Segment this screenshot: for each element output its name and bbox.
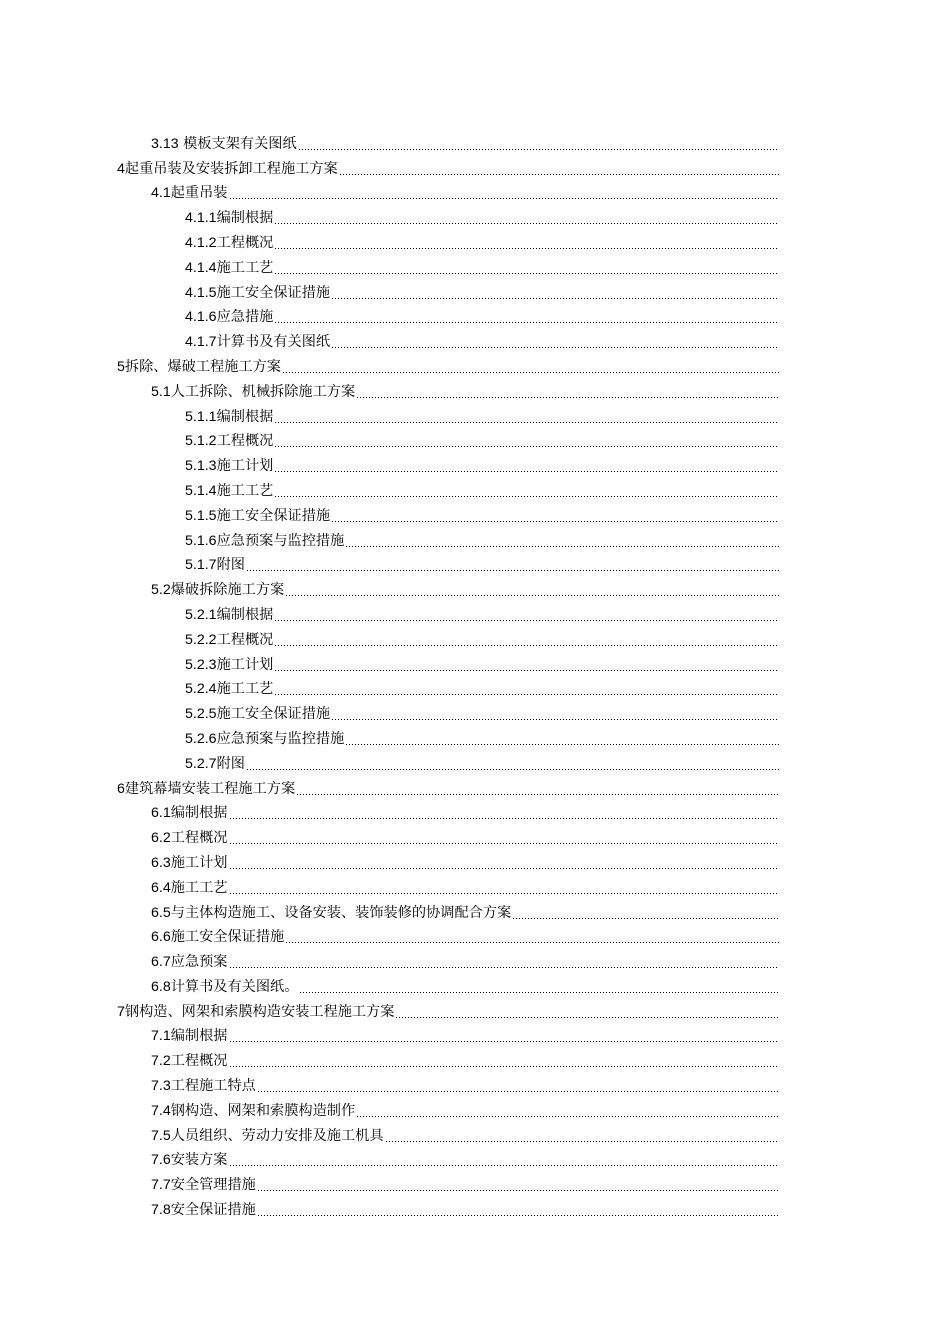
toc-entry-title: 起重吊装 — [170, 185, 228, 202]
toc-entry-title: 施工计划 — [170, 854, 228, 871]
toc-entry[interactable] — [185, 450, 779, 475]
toc-entry-number: 5.2.1 — [185, 606, 217, 623]
toc-entry-text — [185, 432, 274, 450]
toc-leader-dots — [229, 804, 780, 822]
toc-entry-number: 5.1.1 — [185, 408, 217, 425]
toc-leader-dots — [356, 383, 779, 401]
toc-entry[interactable] — [151, 872, 779, 897]
toc-leader-dots — [229, 829, 780, 847]
toc-entry[interactable] — [117, 351, 779, 376]
toc-entry-number: 7.1 — [151, 1028, 171, 1045]
toc-entry-title: 编制根据 — [216, 210, 274, 227]
toc-entry-text — [151, 829, 229, 847]
toc-entry-title: 计算书及有关图纸 — [216, 334, 331, 351]
toc-entry-number: 5.1 — [151, 383, 171, 400]
toc-entry-title: 工程概况 — [170, 830, 228, 847]
toc-entry[interactable] — [151, 822, 779, 847]
toc-entry-title: 附图 — [216, 557, 245, 574]
toc-entry[interactable] — [151, 178, 779, 203]
toc-entry-text — [185, 656, 274, 674]
toc-entry-number: 7.8 — [151, 1202, 171, 1219]
toc-entry-title: 施工工艺 — [170, 879, 228, 896]
toc-entry-text — [151, 1201, 257, 1219]
toc-entry-title: 应急预案 — [170, 954, 228, 971]
toc-entry-title: 施工工艺 — [216, 259, 274, 276]
toc-entry-title: 工程施工特点 — [170, 1078, 256, 1095]
toc-entry-title: 拆除、爆破工程施工方案 — [124, 358, 281, 375]
toc-entry-number: 6.2 — [151, 830, 171, 847]
toc-leader-dots — [274, 482, 779, 500]
toc-entry-number: 5.1.6 — [185, 532, 217, 549]
toc-entry-number: 4.1.6 — [185, 309, 217, 326]
toc-entry[interactable] — [151, 1070, 779, 1095]
toc-leader-dots — [274, 432, 779, 450]
toc-leader-dots — [229, 879, 780, 897]
toc-leader-dots — [296, 780, 779, 798]
toc-entry-number: 5.2.7 — [185, 755, 217, 772]
toc-entry-number: 7 — [117, 1003, 125, 1020]
toc-entry-text — [117, 358, 282, 376]
toc-entry[interactable] — [185, 550, 779, 575]
toc-leader-dots — [274, 209, 779, 227]
toc-entry-title: 施工安全保证措施 — [216, 507, 331, 524]
toc-leader-dots — [345, 532, 779, 550]
toc-entry-title: 工程概况 — [216, 234, 274, 251]
toc-entry-number: 5.1.5 — [185, 507, 217, 524]
toc-entry-number: 4.1.4 — [185, 259, 217, 276]
toc-entry-text — [151, 1052, 229, 1070]
toc-entry[interactable] — [151, 1169, 779, 1194]
toc-entry[interactable] — [185, 326, 779, 351]
toc-entry-text — [151, 953, 229, 971]
toc-entry-title: 爆破拆除施工方案 — [170, 582, 285, 599]
toc-entry-text — [151, 1077, 257, 1095]
toc-entry[interactable] — [151, 897, 779, 922]
toc-leader-dots — [285, 928, 779, 946]
toc-entry[interactable] — [151, 1095, 779, 1120]
toc-entry-title: 施工安全保证措施 — [170, 929, 285, 946]
toc-entry-text — [151, 1151, 229, 1169]
toc-leader-dots — [345, 730, 779, 748]
toc-entry-text — [151, 184, 229, 202]
toc-entry-title: 安全管理措施 — [170, 1177, 256, 1194]
toc-entry[interactable] — [185, 500, 779, 525]
toc-entry-number: 5.2 — [151, 582, 171, 599]
toc-entry-title: 人工拆除、机械拆除施工方案 — [170, 383, 356, 400]
toc-entry-title: 建筑幕墙安装工程施工方案 — [124, 780, 296, 797]
toc-leader-dots — [274, 457, 779, 475]
toc-leader-dots — [229, 854, 780, 872]
toc-entry[interactable] — [185, 674, 779, 699]
toc-entry[interactable] — [185, 426, 779, 451]
toc-entry-number: 7.5 — [151, 1127, 171, 1144]
toc-entry-number: 6.8 — [151, 978, 171, 995]
toc-leader-dots — [331, 507, 779, 525]
toc-entry-title: 应急措施 — [216, 309, 274, 326]
toc-entry-number: 5.2.4 — [185, 681, 217, 698]
toc-entry[interactable] — [151, 847, 779, 872]
toc-leader-dots — [274, 606, 779, 624]
toc-entry[interactable] — [151, 971, 779, 996]
toc-entry[interactable] — [151, 1120, 779, 1145]
toc-entry-text — [185, 556, 246, 574]
toc-leader-dots — [274, 408, 779, 426]
toc-entry-number: 4.1 — [151, 185, 171, 202]
toc-entry[interactable] — [151, 1021, 779, 1046]
toc-entry-text — [185, 308, 274, 326]
table-of-contents — [0, 128, 950, 1219]
toc-entry-text — [117, 160, 339, 178]
toc-entry-title: 编制根据 — [170, 805, 228, 822]
toc-entry-title: 与主体构造施工、设备安装、装饰装修的协调配合方案 — [170, 904, 512, 921]
toc-entry[interactable] — [185, 475, 779, 500]
toc-entry-number: 7.4 — [151, 1102, 171, 1119]
toc-entry-title: 施工工艺 — [216, 681, 274, 698]
toc-entry-text — [185, 457, 274, 475]
toc-entry-text — [185, 209, 274, 227]
toc-leader-dots — [229, 953, 780, 971]
toc-entry-title: 工程概况 — [216, 631, 274, 648]
toc-entry[interactable] — [117, 773, 779, 798]
toc-leader-dots — [274, 680, 779, 698]
toc-entry-number: 5.2.5 — [185, 706, 217, 723]
toc-entry-title: 施工安全保证措施 — [216, 706, 331, 723]
toc-entry-title: 编制根据 — [216, 408, 274, 425]
toc-entry[interactable] — [185, 277, 779, 302]
toc-entry-title: 起重吊装及安装拆卸工程施工方案 — [124, 160, 338, 177]
toc-leader-dots — [229, 1151, 780, 1169]
toc-entry[interactable] — [185, 698, 779, 723]
toc-leader-dots — [282, 358, 779, 376]
toc-entry[interactable] — [185, 723, 779, 748]
toc-leader-dots — [331, 284, 779, 302]
toc-entry-number: 5.1.4 — [185, 482, 217, 499]
toc-entry-number: 5.1.7 — [185, 557, 217, 574]
toc-leader-dots — [229, 1027, 780, 1045]
toc-entry-number: 5 — [117, 358, 125, 375]
toc-leader-dots — [274, 259, 779, 277]
toc-entry-text — [151, 1176, 257, 1194]
toc-entry-title: 钢构造、网架和索膜构造安装工程施工方案 — [124, 1003, 395, 1020]
toc-entry-title: 工程概况 — [170, 1053, 228, 1070]
toc-leader-dots — [229, 1052, 780, 1070]
toc-entry-title: 计算书及有关图纸。 — [170, 978, 299, 995]
toc-entry-title: 模板支架有关图纸 — [183, 135, 297, 152]
toc-leader-dots — [356, 1102, 779, 1120]
toc-entry[interactable] — [185, 525, 779, 550]
toc-entry-title: 施工安全保证措施 — [216, 284, 331, 301]
toc-entry-number: 7.2 — [151, 1053, 171, 1070]
toc-entry-title: 施工计划 — [216, 458, 274, 475]
toc-entry-text — [185, 507, 331, 525]
toc-entry-text — [185, 408, 274, 426]
toc-entry-number: 6.5 — [151, 904, 171, 921]
toc-entry-text — [185, 606, 274, 624]
toc-entry[interactable] — [151, 1194, 779, 1219]
toc-entry-number: 6 — [117, 780, 125, 797]
toc-entry[interactable] — [117, 996, 779, 1021]
toc-entry-number: 4.1.7 — [185, 334, 217, 351]
toc-entry-title: 应急预案与监控措施 — [216, 532, 345, 549]
toc-entry-text — [151, 904, 512, 922]
toc-entry-number: 6.3 — [151, 854, 171, 871]
toc-entry-number: 7.6 — [151, 1152, 171, 1169]
toc-entry-number: 5.1.3 — [185, 458, 217, 475]
toc-entry[interactable] — [185, 302, 779, 327]
toc-entry-text — [185, 532, 345, 550]
toc-leader-dots — [257, 1077, 779, 1095]
toc-leader-dots — [257, 1176, 779, 1194]
toc-entry[interactable] — [185, 649, 779, 674]
toc-leader-dots — [274, 656, 779, 674]
toc-leader-dots — [339, 160, 779, 178]
toc-leader-dots — [331, 705, 779, 723]
toc-entry[interactable] — [151, 376, 779, 401]
toc-entry[interactable] — [185, 252, 779, 277]
toc-leader-dots — [298, 135, 779, 153]
toc-entry-text — [185, 631, 274, 649]
toc-entry-text — [151, 1027, 229, 1045]
toc-entry-number: 5.2.3 — [185, 656, 217, 673]
toc-entry-number: 5.1.2 — [185, 433, 217, 450]
toc-entry-number: 4 — [117, 160, 125, 177]
toc-entry-text — [117, 780, 296, 798]
toc-entry-number: 7.3 — [151, 1078, 171, 1095]
toc-entry-number: 4.1.5 — [185, 284, 217, 301]
toc-entry-text — [185, 705, 331, 723]
toc-entry-number: 5.2.6 — [185, 730, 217, 747]
toc-entry-text — [151, 879, 229, 897]
toc-entry[interactable] — [185, 748, 779, 773]
toc-entry-text — [185, 482, 274, 500]
toc-entry-title: 编制根据 — [216, 606, 274, 623]
toc-leader-dots — [285, 581, 779, 599]
toc-leader-dots — [246, 556, 779, 574]
toc-entry[interactable] — [117, 153, 779, 178]
toc-entry[interactable] — [185, 599, 779, 624]
toc-entry-text — [151, 383, 356, 401]
toc-entry-text — [185, 333, 331, 351]
toc-entry-text — [151, 135, 298, 153]
toc-leader-dots — [229, 184, 780, 202]
toc-entry-title: 附图 — [216, 755, 245, 772]
toc-entry[interactable] — [151, 1145, 779, 1170]
toc-entry[interactable] — [151, 574, 779, 599]
toc-entry[interactable] — [151, 798, 779, 823]
toc-entry-title: 工程概况 — [216, 433, 274, 450]
toc-entry-number: 6.6 — [151, 929, 171, 946]
toc-entry-text — [185, 730, 345, 748]
toc-entry-number: 6.7 — [151, 954, 171, 971]
toc-entry-text — [151, 978, 299, 996]
toc-entry[interactable] — [185, 624, 779, 649]
toc-entry-text — [185, 284, 331, 302]
toc-entry-title: 应急预案与监控措施 — [216, 730, 345, 747]
toc-entry-number: 3.13 — [151, 135, 179, 152]
toc-entry-number: 5.2.2 — [185, 631, 217, 648]
toc-leader-dots — [257, 1201, 779, 1219]
toc-entry-text — [151, 804, 229, 822]
toc-entry-text — [185, 234, 274, 252]
toc-entry-text — [151, 854, 229, 872]
toc-entry-text — [185, 755, 246, 773]
toc-entry[interactable] — [185, 401, 779, 426]
toc-entry-text — [185, 680, 274, 698]
toc-leader-dots — [246, 755, 779, 773]
toc-leader-dots — [512, 904, 779, 922]
toc-entry-text — [151, 1102, 356, 1120]
toc-entry-number: 4.1.1 — [185, 210, 217, 227]
toc-leader-dots — [274, 234, 779, 252]
toc-entry[interactable] — [185, 202, 779, 227]
toc-leader-dots — [331, 333, 779, 351]
toc-entry[interactable] — [151, 946, 779, 971]
toc-entry-text — [117, 1003, 395, 1021]
toc-entry-title: 人员组织、劳动力安排及施工机具 — [170, 1127, 384, 1144]
toc-leader-dots — [385, 1127, 779, 1145]
toc-entry-text — [185, 259, 274, 277]
toc-leader-dots — [274, 308, 779, 326]
toc-leader-dots — [274, 631, 779, 649]
toc-entry-title: 安装方案 — [170, 1152, 228, 1169]
toc-leader-dots — [299, 978, 779, 996]
toc-entry[interactable] — [151, 922, 779, 947]
toc-entry-title: 安全保证措施 — [170, 1202, 256, 1219]
toc-entry-title: 施工计划 — [216, 656, 274, 673]
toc-entry-number: 6.1 — [151, 805, 171, 822]
toc-entry-text — [151, 581, 285, 599]
toc-entry-title: 编制根据 — [170, 1028, 228, 1045]
toc-entry-title: 施工工艺 — [216, 482, 274, 499]
toc-entry-text — [151, 1127, 385, 1145]
toc-leader-dots — [395, 1003, 779, 1021]
toc-entry[interactable] — [151, 1045, 779, 1070]
toc-entry[interactable] — [151, 128, 779, 153]
toc-entry-number: 7.7 — [151, 1177, 171, 1194]
toc-entry-text — [151, 928, 285, 946]
toc-entry[interactable] — [185, 227, 779, 252]
toc-entry-number: 6.4 — [151, 879, 171, 896]
toc-entry-number: 4.1.2 — [185, 234, 217, 251]
toc-entry-title: 钢构造、网架和索膜构造制作 — [170, 1102, 356, 1119]
